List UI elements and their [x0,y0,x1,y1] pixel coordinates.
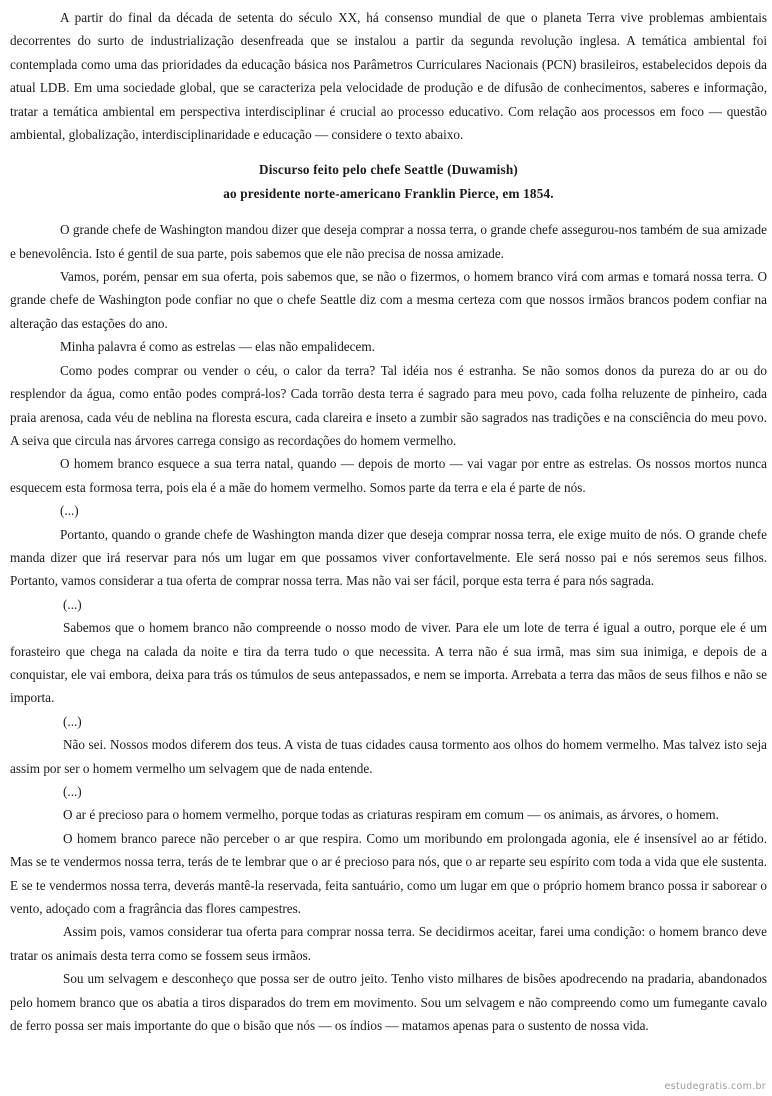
speech-paragraph-10: O homem branco parece não perceber o ar que respira. Como um moribundo em prolongada agonia, ele é insensível ao ar fétido. Mas se te vendermos nossa terra, terás de te lembrar que o ar é precioso para nós, que o ar reparte seu espírito com toda a vida que ele sustenta. E se te vendermos nossa terra, deverás mantê-la reservada, feita santuário, como um lugar em que o próprio homem branco possa ir saborear o vento, adoçado com a fragrância das flores campestres. [10,830,767,917]
speech-title-line-1: Discurso feito pelo chefe Seattle (Duwamish) [259,162,518,178]
speech-title-line-2: ao presidente norte-americano Franklin Pierce, em 1854. [223,185,554,201]
speech-paragraph-6: Portanto, quando o grande chefe de Washington manda dizer que deseja comprar nossa terra, ele exige muito de nós. O grande chefe manda dizer que irá reservar para nós um lugar em que possamos viver confortavelmente. Ele será nosso pai e nós seremos seus filhos. Portanto, vamos considerar a tua oferta de comprar nossa terra. Mas não vai ser fácil, porque esta terra é para nós sagrada. [10,526,767,589]
speech-paragraph-8: Não sei. Nossos modos diferem dos teus. A vista de tuas cidades causa tormento aos olhos do homem vermelho. Mas talvez isto seja assim por ser o homem vermelho um selvagem que de nada entende. [10,737,767,776]
speech-paragraph-11: Assim pois, vamos considerar tua oferta para comprar nossa terra. Se decidirmos aceitar, farei uma condição: o homem branco deve tratar os animais desta terra como se fossem seus irmãos. [10,924,767,963]
speech-title [10,158,767,205]
intro-paragraph: A partir do final da década de setenta do século XX, há consenso mundial de que o planeta Terra vive problemas ambientais decorrentes do surto de industrialização desenfreada que se instalou a partir da segunda revolução inglesa. A temática ambiental foi contemplada como uma das prioridades da educação básica nos Parâmetros Curriculares Nacionais (PCN) brasileiros, estabelecidos depois da atual LDB. Em uma sociedade global, que se caracteriza pela velocidade de produção e de difusão de conhecimentos, saberes e informação, tratar a temática ambiental em perspectiva interdisciplinar é crucial ao processo educativo. Com relação aos processos em foco — questão ambiental, globalização, interdisciplinaridade e educação — considere o texto abaixo. [10,10,767,143]
speech-paragraph-5: O homem branco esquece a sua terra natal, quando — depois de morto — vai vagar por entre as estrelas. Os nossos mortos nunca esquecem esta formosa terra, pois ela é a mãe do homem vermelho. Somos parte da terra e ela é parte de nós. [10,456,767,495]
ellipsis-2: (...) [63,596,82,612]
speech-paragraph-7: Sabemos que o homem branco não compreende o nosso modo de viver. Para ele um lote de terra é igual a outro, porque ele é um forasteiro que chega na calada da noite e tira da terra tudo o que necessita. A terra não é sua irmã, mas sim sua inimiga, e depois de a conquistar, ele vai embora, deixa para trás os túmulos de seus antepassados, e nem se importa. Arrebata a terra das mãos de seus filhos e não se importa. [10,620,767,706]
speech-paragraph-9: O ar é precioso para o homem vermelho, porque todas as criaturas respiram em comum — os animais, as árvores, o homem. [63,807,719,823]
speech-paragraph-12: Sou um selvagem e desconheço que possa ser de outro jeito. Tenho visto milhares de bisões apodrecendo na pradaria, abandonados pelo homem branco que os abatia a tiros disparados do trem em movimento. Sou um selvagem e não compreendo como um fumegante cavalo de ferro possa ser mais importante do que o bisão que nós — os índios — matamos apenas para o sustento de nossa vida. [10,971,767,1034]
speech-paragraph-2: Vamos, porém, pensar em sua oferta, pois sabemos que, se não o fizermos, o homem branco virá com armas e tomará nossa terra. O grande chefe de Washington pode confiar no que o chefe Seattle diz com a mesma certeza com que nossos irmãos brancos podem confiar na alteração das estações do ano. [10,269,767,331]
speech-paragraph-1: O grande chefe de Washington mandou dizer que deseja comprar a nossa terra, o grande chefe assegurou-nos também de sua amizade e benevolência. Isto é gentil de sua parte, pois sabemos que ele não precisa de nossa amizade. [10,222,767,261]
ellipsis-1: (...) [60,503,79,519]
site-watermark: estudegratis.com.br [664,1081,766,1092]
ellipsis-3: (...) [63,713,82,729]
speech-paragraph-3: Minha palavra é como as estrelas — elas não empalidecem. [60,339,375,355]
ellipsis-4: (...) [63,784,82,799]
document-page [10,6,767,1037]
speech-paragraph-4: Como podes comprar ou vender o céu, o calor da terra? Tal idéia nos é estranha. Se não somos donos da pureza do ar ou do resplendor da água, como então podes comprá-los? Cada torrão desta terra é sagrado para meu povo, cada folha reluzente de pinheiro, cada praia arenosa, cada véu de neblina na floresta escura, cada clareira e inseto a zumbir são sagrados nas tradições e na consciência do meu povo. A seiva que circula nas árvores carrega consigo as recordações do homem vermelho. [10,362,767,448]
